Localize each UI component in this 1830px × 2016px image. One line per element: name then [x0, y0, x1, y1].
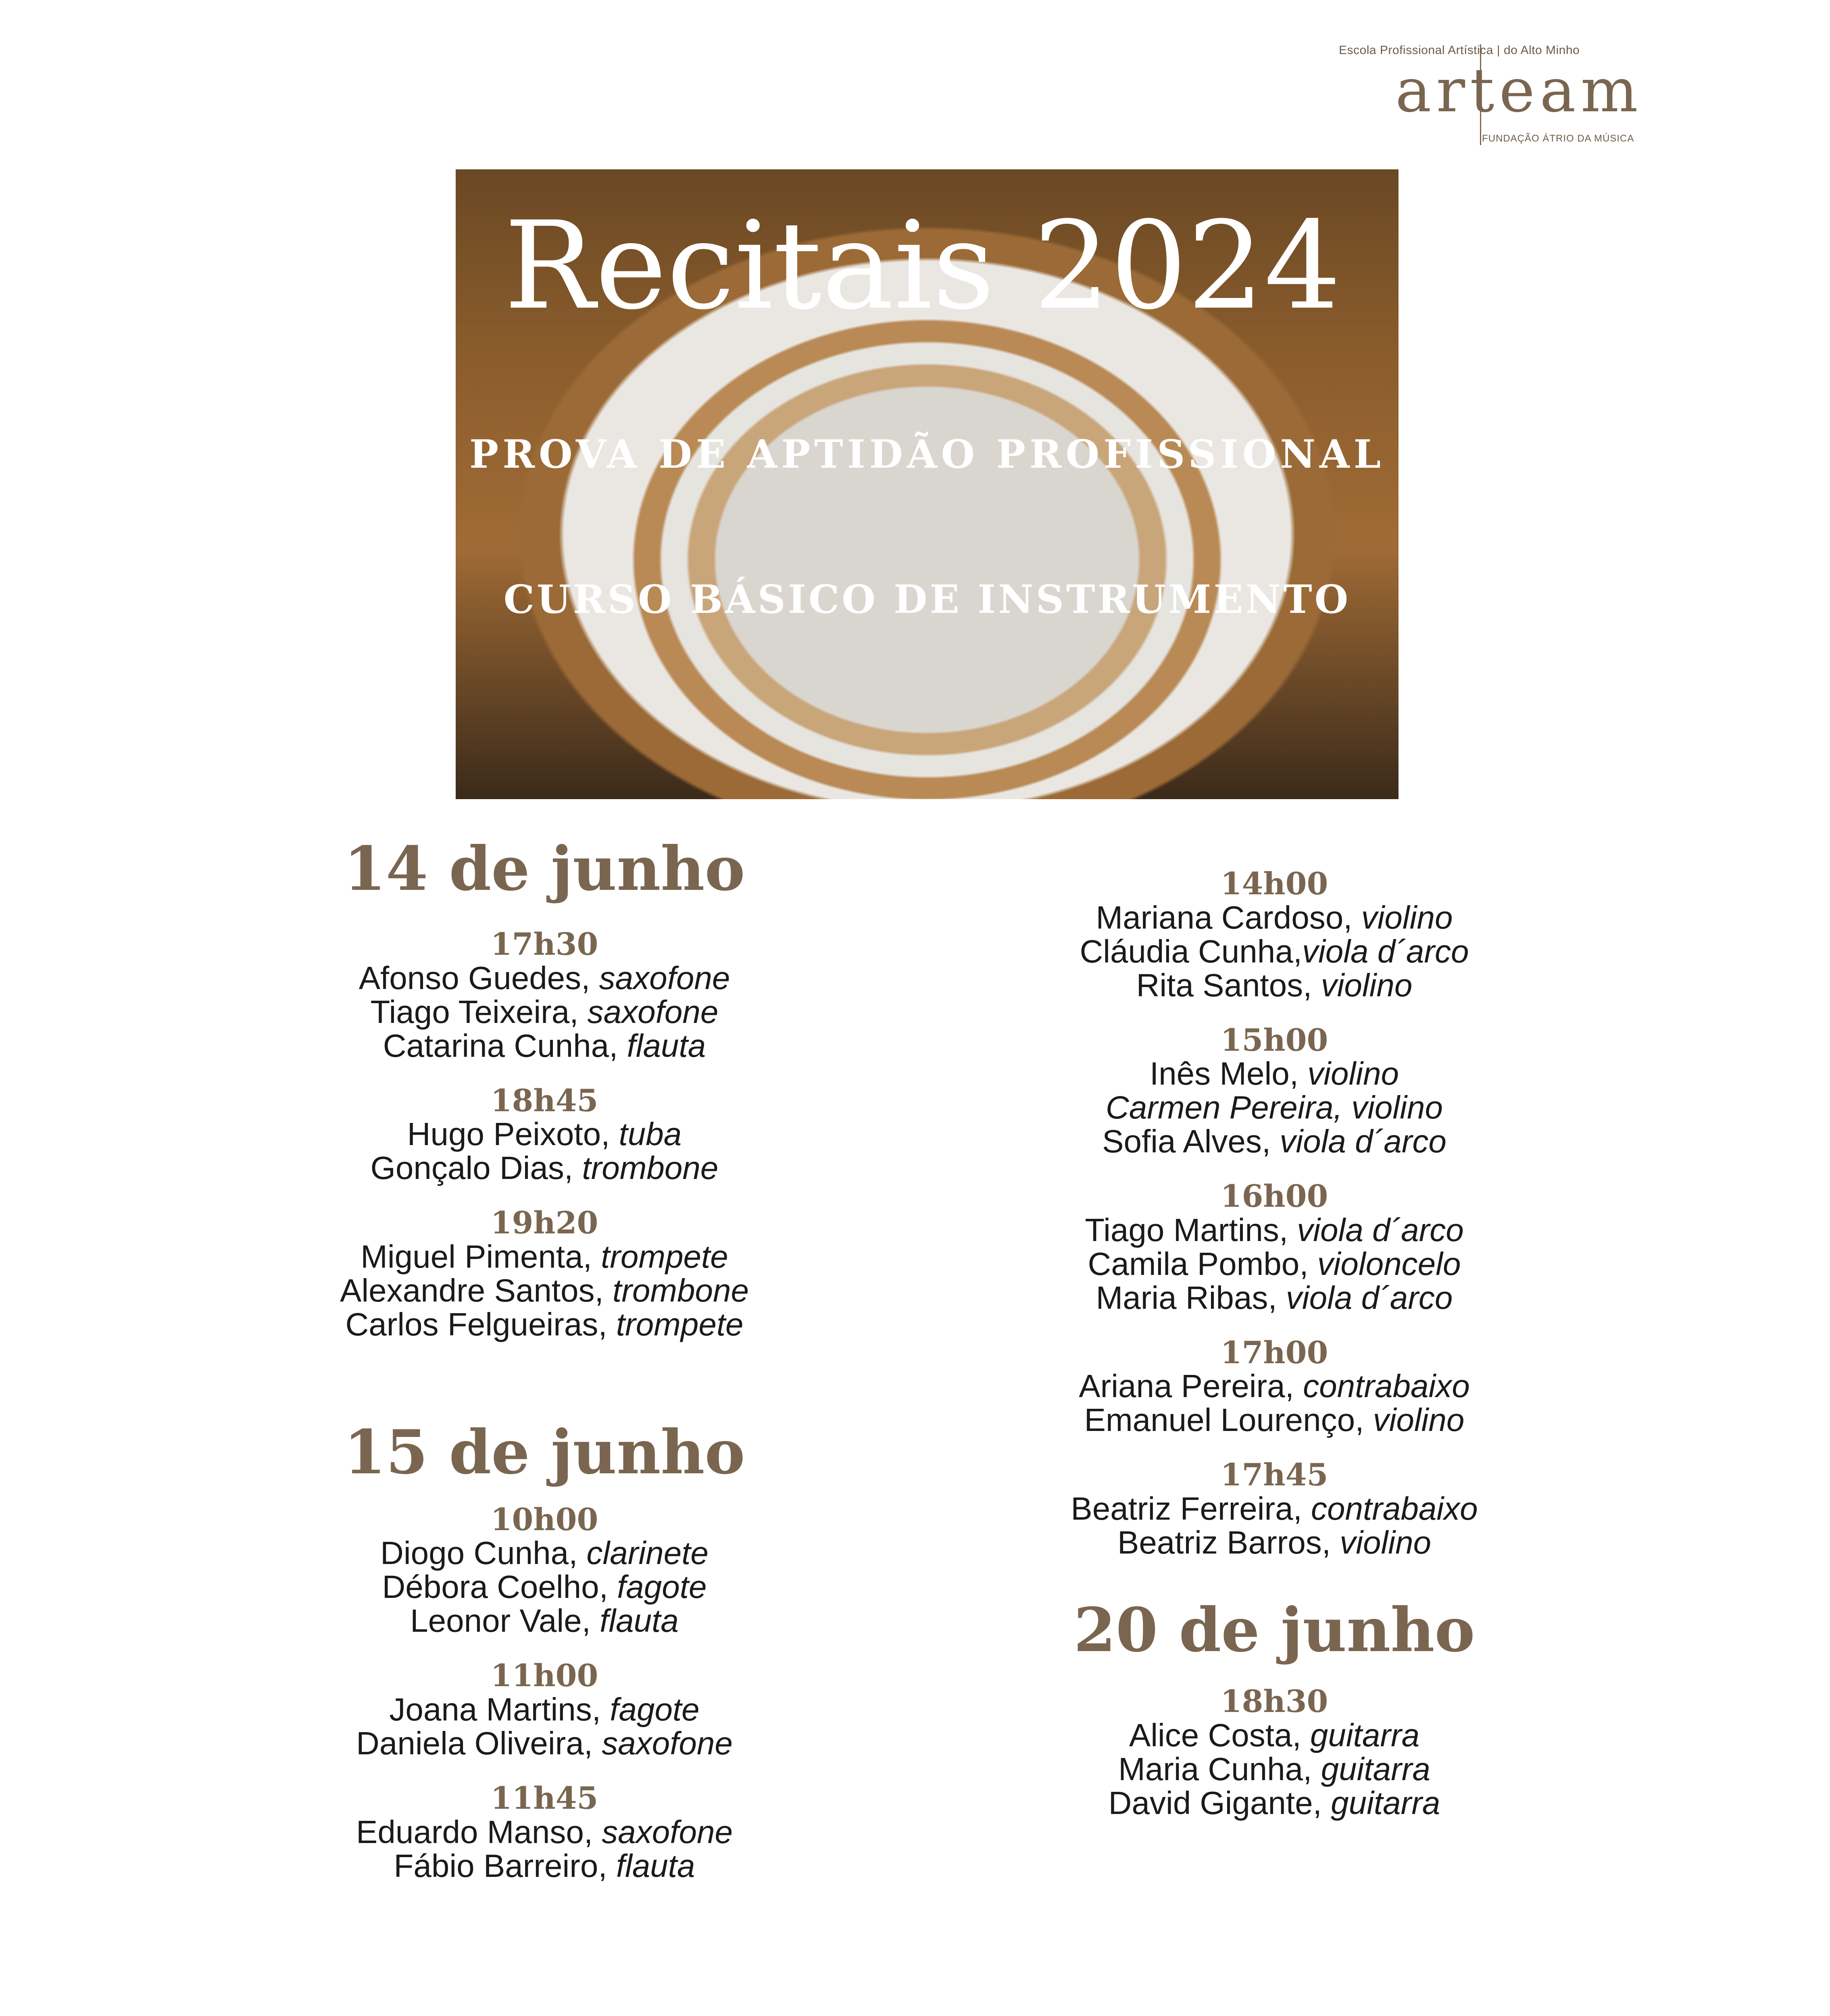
performer-instrument: viola d´arco	[1302, 933, 1469, 969]
performer	[242, 1727, 847, 1760]
performer-name: Gonçalo Dias,	[370, 1150, 582, 1186]
performer-instrument: violino	[1373, 1402, 1465, 1438]
performer	[242, 1240, 847, 1274]
performer-instrument: fagote	[610, 1691, 700, 1727]
day-title-20: 20 de junho	[1073, 1594, 1475, 1666]
performer-instrument: flauta	[616, 1847, 695, 1884]
slot	[242, 1084, 847, 1185]
performer-name: Sofia Alves,	[1102, 1123, 1280, 1160]
performer	[242, 961, 847, 995]
slot-time: 17h45	[1220, 1457, 1328, 1493]
performer-name: Daniela Oliveira,	[356, 1725, 602, 1761]
performer-instrument: fagote	[617, 1569, 707, 1605]
performer	[242, 1570, 847, 1604]
slot	[242, 1206, 847, 1341]
slot-time: 16h00	[1220, 1178, 1328, 1214]
performer-name: Débora Coelho,	[382, 1569, 617, 1605]
slot-time: 18h30	[1220, 1683, 1328, 1719]
performer-name: Alice Costa,	[1129, 1717, 1310, 1753]
performer-name: Maria Ribas,	[1096, 1279, 1286, 1316]
performer-name: Cláudia Cunha,	[1080, 933, 1302, 969]
performer	[972, 968, 1577, 1002]
performer-instrument: viola d´arco	[1286, 1279, 1453, 1316]
performer	[242, 1693, 847, 1727]
performer	[972, 1369, 1577, 1403]
slot-time: 19h20	[490, 1205, 598, 1241]
performer-instrument: violino	[1361, 899, 1453, 935]
performer-name: Eduardo Manso,	[356, 1814, 602, 1850]
performer-name: Emanuel Lourenço,	[1084, 1402, 1373, 1438]
logo-tagline: Escola Profissional Artística | do Alto Minho	[1339, 44, 1580, 57]
slot	[242, 927, 847, 1063]
performer-name: Carlos Felgueiras,	[345, 1306, 616, 1342]
performer-instrument: viola d´arco	[1297, 1212, 1464, 1248]
performer-name: Camila Pombo,	[1088, 1245, 1317, 1282]
performer	[242, 995, 847, 1029]
hero-subtitle-1: PROVA DE APTIDÃO PROFISSIONAL	[469, 431, 1385, 477]
performer-name: Hugo Peixoto,	[407, 1116, 619, 1152]
performer	[972, 1281, 1577, 1315]
performer-instrument: saxofone	[602, 1725, 733, 1761]
performer	[972, 1091, 1577, 1125]
day-title-15: 15 de junho	[344, 1416, 745, 1488]
slot-time: 15h00	[1220, 1022, 1328, 1058]
performer-name: Leonor Vale,	[410, 1603, 600, 1639]
performer-instrument: saxofone	[602, 1814, 733, 1850]
performer-instrument: trompete	[601, 1238, 728, 1275]
slot	[972, 1685, 1577, 1820]
slot-time: 14h00	[1220, 866, 1328, 902]
performer-name: Beatriz Ferreira,	[1071, 1490, 1311, 1527]
performer-instrument: saxofone	[599, 960, 730, 996]
performer	[242, 1604, 847, 1638]
hero-subtitle-2: CURSO BÁSICO DE INSTRUMENTO	[503, 577, 1351, 622]
hero-title: Recitais 2024	[504, 196, 1341, 336]
logo-subline: FUNDAÇÃO ÁTRIO DA MÚSICA	[1482, 133, 1634, 144]
slot-time: 17h00	[1220, 1334, 1328, 1370]
performer	[972, 1213, 1577, 1247]
performer-name: Diogo Cunha,	[380, 1535, 587, 1571]
performer	[972, 1247, 1577, 1281]
performer-name: Tiago Martins,	[1085, 1212, 1297, 1248]
performer	[242, 1849, 847, 1883]
slot	[972, 1336, 1577, 1437]
slot-time: 11h45	[490, 1780, 598, 1816]
performer	[242, 1815, 847, 1849]
performer-name: Maria Cunha,	[1118, 1751, 1321, 1787]
performer	[972, 1526, 1577, 1560]
day-title-14: 14 de junho	[344, 833, 745, 904]
performer-instrument: contrabaixo	[1303, 1368, 1470, 1404]
slot	[242, 1503, 847, 1638]
performer-instrument: trompete	[616, 1306, 744, 1342]
performer-instrument: trombone	[582, 1150, 719, 1186]
performer-name: Inês Melo,	[1149, 1056, 1308, 1092]
performer	[972, 1057, 1577, 1091]
performer-instrument: trombone	[613, 1272, 749, 1308]
performer	[972, 1752, 1577, 1786]
performer	[972, 935, 1577, 968]
slot	[972, 1458, 1577, 1560]
performer	[972, 901, 1577, 935]
logo-name: arteam	[1395, 56, 1643, 126]
performer	[242, 1151, 847, 1185]
performer-instrument: flauta	[627, 1027, 706, 1064]
performer	[242, 1274, 847, 1308]
performer-name: Mariana Cardoso,	[1096, 899, 1361, 935]
performer-instrument: violoncelo	[1317, 1245, 1461, 1282]
performer-instrument: tuba	[619, 1116, 682, 1152]
performer-name: Rita Santos,	[1136, 967, 1321, 1003]
performer-instrument: clarinete	[586, 1535, 709, 1571]
performer-instrument: contrabaixo	[1311, 1490, 1478, 1527]
performer	[242, 1536, 847, 1570]
slot-time: 10h00	[490, 1501, 598, 1537]
performer-name: Afonso Guedes,	[358, 960, 599, 996]
performer-name: Tiago Teixeira,	[370, 993, 588, 1030]
performer-instrument: flauta	[600, 1603, 679, 1639]
performer	[242, 1117, 847, 1151]
performer	[972, 1492, 1577, 1526]
performer-name: Alexandre Santos,	[340, 1272, 613, 1308]
performer	[972, 1125, 1577, 1158]
performer	[242, 1308, 847, 1341]
performer-instrument: guitarra	[1321, 1751, 1430, 1787]
slot	[972, 1179, 1577, 1315]
performer-name: Ariana Pereira,	[1079, 1368, 1303, 1404]
slot	[972, 867, 1577, 1002]
performer-name: Fábio Barreiro,	[394, 1847, 616, 1884]
performer-instrument: Carmen Pereira, violino	[1106, 1089, 1443, 1126]
slot-time: 17h30	[490, 926, 598, 962]
slot	[242, 1781, 847, 1883]
slot	[972, 1023, 1577, 1159]
schedule-left-column	[242, 833, 847, 1904]
slot-time: 18h45	[490, 1082, 598, 1118]
slot-time: 11h00	[490, 1658, 598, 1694]
performer-instrument: saxofone	[587, 993, 719, 1030]
performer	[972, 1786, 1577, 1820]
performer-name: Catarina Cunha,	[383, 1027, 627, 1064]
performer-instrument: violino	[1321, 967, 1413, 1003]
performer	[972, 1403, 1577, 1437]
performer	[242, 1029, 847, 1063]
performer-instrument: violino	[1340, 1524, 1432, 1560]
performer-instrument: violino	[1307, 1056, 1399, 1092]
hero-image	[456, 169, 1399, 799]
performer-name: David Gigante,	[1108, 1785, 1331, 1821]
performer-instrument: guitarra	[1310, 1717, 1420, 1753]
schedule-right-column	[972, 867, 1577, 1841]
performer	[972, 1718, 1577, 1752]
performer-name: Joana Martins,	[389, 1691, 610, 1727]
performer-name: Miguel Pimenta,	[361, 1238, 601, 1275]
performer-instrument: viola d´arco	[1280, 1123, 1446, 1160]
performer-name: Beatriz Barros,	[1117, 1524, 1340, 1560]
slot	[242, 1659, 847, 1760]
performer-instrument: guitarra	[1331, 1785, 1440, 1821]
